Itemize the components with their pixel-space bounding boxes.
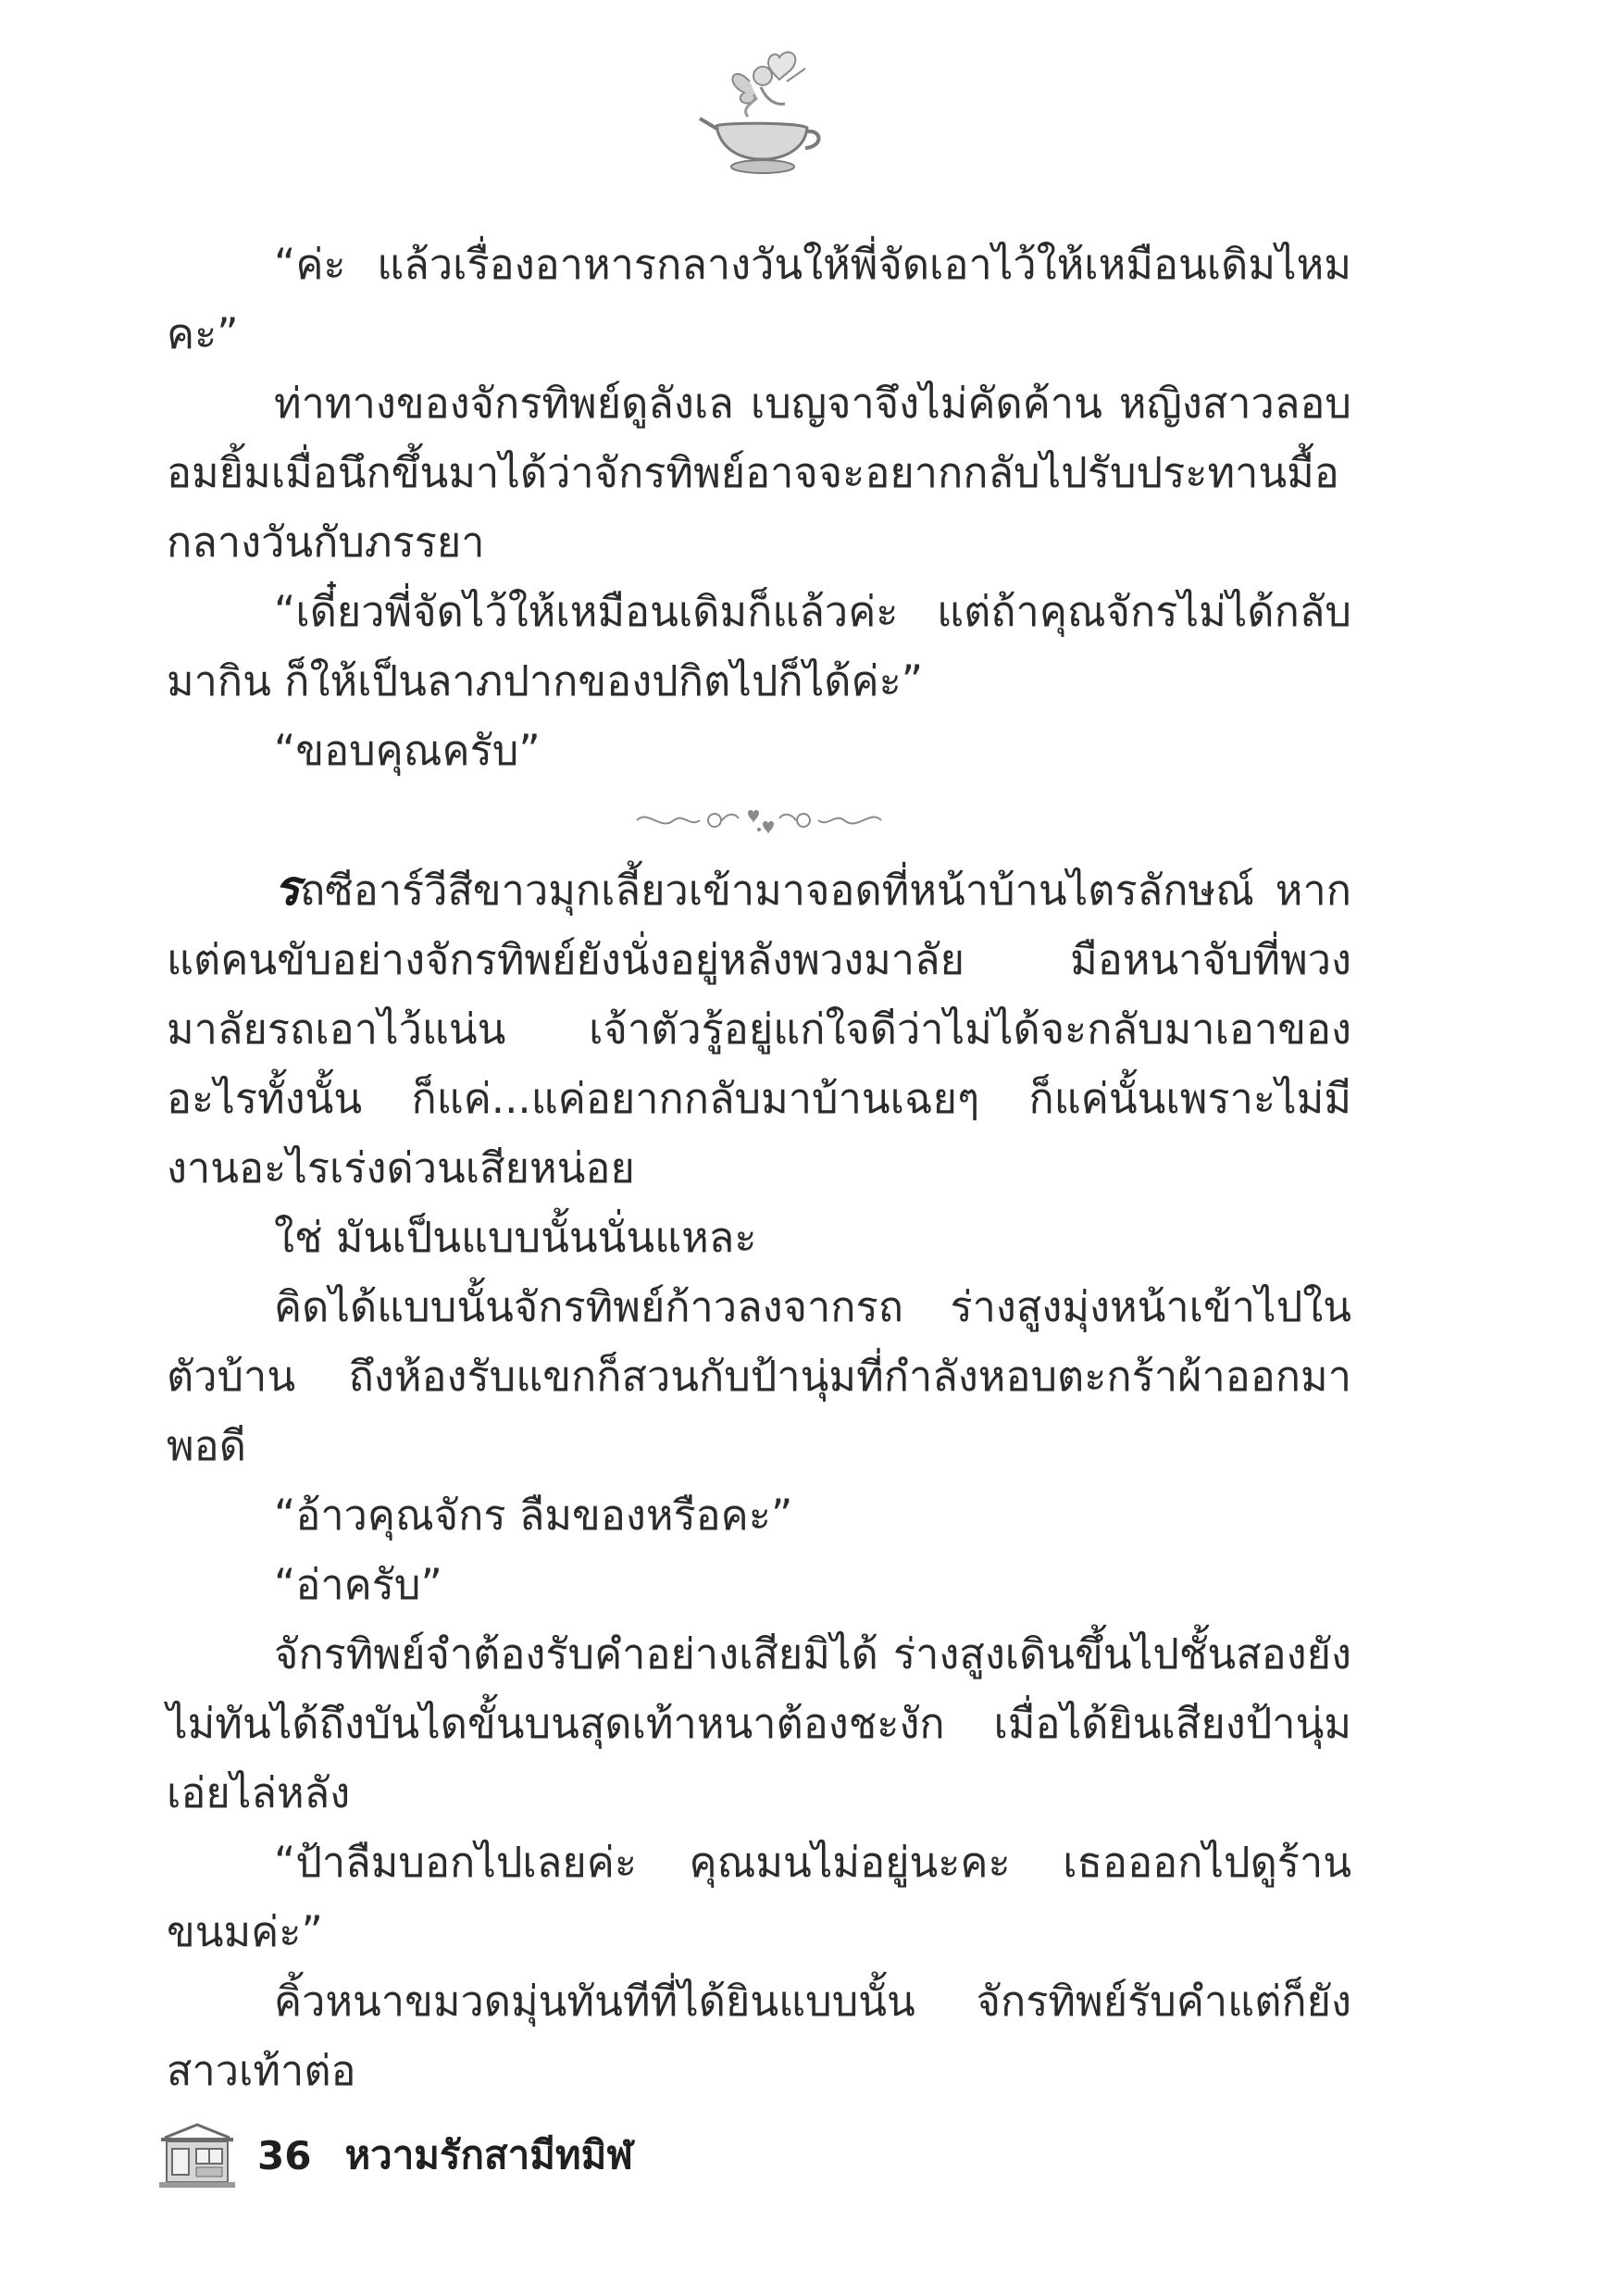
page-footer	[156, 2109, 633, 2202]
drop-cap: ร	[274, 861, 300, 917]
paragraph: “ป้าลืมบอกไปเลยค่ะ คุณมนไม่อยู่นะคะ เธอออกไปดูร้านขนมค่ะ”	[167, 1838, 1351, 1956]
paragraph: “อ่าครับ”	[274, 1560, 442, 1609]
paragraph: “ขอบคุณครับ”	[274, 726, 541, 775]
body-text	[167, 230, 1351, 2105]
paragraph: “เดี๋ยวพี่จัดไว้ให้เหมือนเดิมก็แล้วค่ะ แต่ถ้าคุณจักรไม่ได้กลับมากิน ก็ให้เป็นลาภปากของปกิตไปก็ได้ค่ะ”	[167, 587, 1351, 705]
paragraph: คิ้วหนาขมวดมุ่นทันทีที่ได้ยินแบบนั้น จักรทิพย์รับคำแต่ก็ยังสาวเท้าต่อ	[167, 1977, 1351, 2095]
teacup-cupid-icon	[696, 44, 826, 183]
paragraph-text: ถซีอาร์วีสีขาวมุกเลี้ยวเข้ามาจอดที่หน้าบ้านไตรลักษณ์ หากแต่คนขับอย่างจักรทิพย์ยังนั่งอยู่หลังพวงมาลัย มือหนาจับที่พวงมาลัยรถเอาไว้แน่น เจ้าตัวรู้อยู่แก่ใจดีว่าไม่ได้จะกลับมาเอาของอะไรทั้งนั้น ก็แค่...แค่อยากกลับมาบ้านเฉยๆ ก็แค่นั้นเพราะไม่มีงานอะไรเร่งด่วนเสียหน่อย	[167, 866, 1351, 1192]
paragraph-with-dropcap	[167, 855, 1351, 1203]
paragraph: “ค่ะ แล้วเรื่องอาหารกลางวันให้พี่จัดเอาไว้ให้เหมือนเดิมไหมคะ”	[167, 240, 1351, 358]
paragraph: ใช่ มันเป็นแบบนั้นนั่นแหละ	[274, 1213, 757, 1262]
paragraph: จักรทิพย์จำต้องรับคำอย่างเสียมิได้ ร่างสูงเดินขึ้นไปชั้นสองยังไม่ทันได้ถึงบันไดขั้นบนสุดเท้าหนาต้องชะงัก เมื่อได้ยินเสียงป้านุ่มเอ่ยไล่หลัง	[167, 1629, 1351, 1817]
page-number: 36	[257, 2132, 312, 2178]
paragraph: คิดได้แบบนั้นจักรทิพย์ก้าวลงจากรถ ร่างสูงมุ่งหน้าเข้าไปในตัวบ้าน ถึงห้องรับแขกก็สวนกับป้านุ่มที่กำลังหอบตะกร้าผ้าออกมาพอดี	[167, 1282, 1351, 1470]
shop-house-icon	[156, 2119, 239, 2191]
section-divider	[167, 785, 1351, 855]
paragraph: “อ้าวคุณจักร ลืมของหรือคะ”	[274, 1491, 793, 1540]
scroll-heart-divider-icon	[629, 804, 889, 837]
paragraph: ท่าทางของจักรทิพย์ดูลังเล เบญจาจึงไม่คัดค้าน หญิงสาวลอบอมยิ้มเมื่อนึกขึ้นมาได้ว่าจักรทิพย์อาจจะอยากกลับไปรับประทานมื้อกลางวันกับภรรยา	[167, 379, 1351, 567]
book-title: หวามรักสามีทมิฬ	[344, 2132, 633, 2177]
